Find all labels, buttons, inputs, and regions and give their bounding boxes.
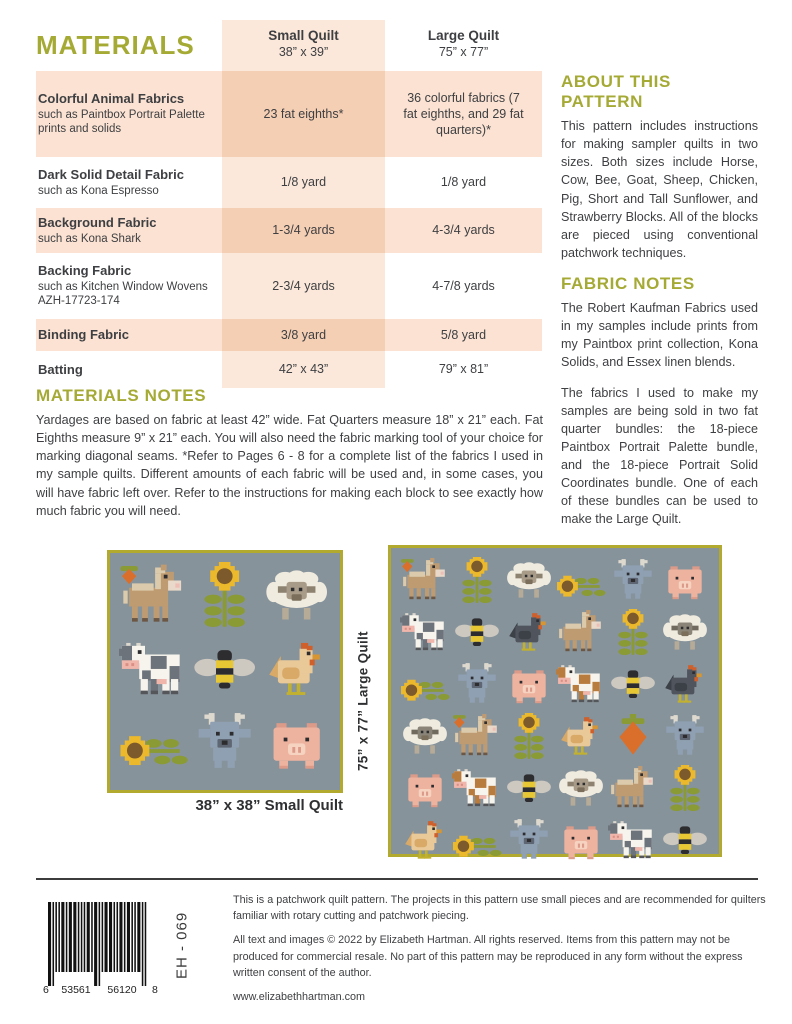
- materials-table-header: [36, 20, 542, 68]
- sunflower-tall-block: [504, 713, 554, 763]
- fabric-name: Background Fabric: [38, 214, 157, 230]
- materials-table-rows: [36, 71, 542, 385]
- about-pattern-title: ABOUT THIS PATTERN: [561, 72, 671, 111]
- bee-block: [190, 636, 259, 708]
- barcode-digits-group1: 53561: [61, 984, 91, 996]
- materials-notes-text: Yardages are based on fabric at least 42” wide. Fat Quarters measure 18” x 21” each. Fat Eighths measure 9” x 21” each. You will also need the fabric marking tool of your choice for marking diagonal seams. *Refer to Pages 6 - 8 for a complete list of the fabrics I used in my sample quilts. Different amounts of each fabric will be used and, in some cases, you will have fabric left over. Refer to the instructions for making each block to see exactly how much fabric you will need.: [36, 413, 543, 518]
- large-quilt-value: 4-3/4 yards: [385, 208, 542, 253]
- chicken-dark-block: [504, 609, 554, 659]
- barcode-digit-left: 6: [43, 984, 49, 996]
- horse-strawberry-block: [119, 562, 188, 634]
- materials-row: [36, 160, 542, 205]
- fabric-notes-title: FABRIC NOTES: [561, 274, 695, 293]
- chicken-block: [400, 817, 450, 867]
- fabric-subtext: such as Kona Shark: [38, 232, 141, 245]
- fabric-label-cell: [36, 256, 222, 316]
- fabric-notes-paragraph-1: The Robert Kaufman Fabrics used in my samples include prints from my Paintbox print collection, Kona Solids, and Essex linen blends.: [561, 301, 758, 370]
- footer-copyright: All text and images © 2022 by Elizabeth Hartman. All rights reserved. Items from this pattern may not be produced for commercial resale. No part of this pattern may be reproduced in any form without the express written consent of the author.: [233, 934, 743, 979]
- small-quilt-value: 1-3/4 yards: [222, 208, 385, 253]
- small-quilt-value: 23 fat eighths*: [222, 71, 385, 157]
- large-quilt-value: 5/8 yard: [385, 319, 542, 351]
- materials-table: [36, 20, 542, 388]
- pig-block: [400, 765, 450, 815]
- fabric-notes-paragraph-2: The fabrics I used to make my samples are being sold in two fat quarter bundles: the 18-piece Paintbox Portrait Palette bundle, and the 18-piece Portrait Solid Coordinates bundle. One of each of these bundles can be used to make the Large Quilt.: [561, 385, 758, 527]
- goat-block: [608, 557, 658, 607]
- large-quilt-size: 75” x 77”: [438, 44, 489, 59]
- sunflower-tall-block: [452, 557, 502, 607]
- sunflower-short-block: [119, 709, 188, 781]
- small-quilt-label: Small Quilt: [268, 27, 339, 43]
- small-quilt-value: 42” x 43”: [278, 362, 329, 377]
- sheep-gray-block: [400, 713, 450, 763]
- fabric-label-cell: [36, 71, 222, 157]
- horse-block: [608, 765, 658, 815]
- goat-block: [504, 817, 554, 867]
- footer-note: This is a patchwork quilt pattern. The projects in this pattern use small pieces and are recommended for quilters familiar with rotary cutting and patchwork piecing.: [233, 894, 766, 923]
- large-quilt-value: 4-7/8 yards: [432, 278, 495, 293]
- footer-text: [233, 892, 771, 1013]
- horse-block: [556, 609, 606, 659]
- sheep-block: [504, 557, 554, 607]
- sheep-block: [556, 765, 606, 815]
- materials-row: [36, 319, 542, 351]
- cow-brown-block: [556, 661, 606, 711]
- bee-block: [660, 817, 710, 867]
- fabric-name: Colorful Animal Fabrics: [38, 91, 185, 107]
- sunflower-tall-block: [190, 562, 259, 634]
- materials-row: [36, 71, 542, 157]
- fabric-name: Dark Solid Detail Fabric: [38, 167, 184, 182]
- cow-block: [608, 817, 658, 867]
- sheep-gray-block: [660, 609, 710, 659]
- materials-row: [36, 208, 542, 253]
- fabric-label-cell: [36, 354, 222, 385]
- sidebar: [561, 68, 758, 541]
- cow-block: [400, 609, 450, 659]
- fabric-subtext: such as Paintbox Portrait Palette prints and solids: [38, 108, 205, 136]
- large-quilt-value: 36 colorful fabrics (7 fat eighths, and 29 fat quarters)*: [385, 71, 542, 157]
- sheep-block: [262, 562, 331, 634]
- column-header-small-quilt: [222, 20, 385, 68]
- large-quilt-value: 1/8 yard: [440, 175, 487, 190]
- goat-block: [452, 661, 502, 711]
- sunflower-short-block: [556, 557, 606, 607]
- fabric-label-cell: [36, 160, 222, 205]
- pig-block: [504, 661, 554, 711]
- fabric-label-cell: [36, 208, 222, 253]
- small-quilt-image: [107, 550, 343, 793]
- horse-strawberry-block: [452, 713, 502, 763]
- strawberry-block: [608, 713, 658, 763]
- small-quilt-size: 38” x 39”: [278, 44, 329, 59]
- footer-divider: [36, 878, 758, 880]
- bee-block: [452, 609, 502, 659]
- goat-block: [660, 713, 710, 763]
- small-quilt-caption: 38” x 38” Small Quilt: [195, 797, 343, 814]
- large-quilt-label: Large Quilt: [427, 27, 500, 43]
- bee-block: [504, 765, 554, 815]
- upc-barcode: [40, 896, 180, 998]
- sunflower-short-block: [400, 661, 450, 711]
- materials-row: [36, 256, 542, 316]
- pig-block: [556, 817, 606, 867]
- materials-row: [36, 354, 542, 385]
- fabric-name: Binding Fabric: [38, 327, 129, 343]
- fabric-subtext: such as Kona Espresso: [38, 184, 159, 197]
- footer-website: www.elizabethhartman.com: [233, 990, 366, 1003]
- pig-block: [660, 557, 710, 607]
- item-code: EH - 069: [173, 911, 191, 979]
- small-quilt-value: 2-3/4 yards: [272, 278, 335, 293]
- large-quilt-value: 79” x 81”: [438, 362, 489, 377]
- materials-notes: [36, 386, 543, 520]
- fabric-name: Backing Fabric: [38, 263, 132, 279]
- sunflower-short-block: [452, 817, 502, 867]
- fabric-label-cell: [36, 319, 222, 351]
- small-quilt-value: 1/8 yard: [280, 175, 327, 190]
- materials-title: MATERIALS: [36, 30, 195, 60]
- goat-block: [190, 709, 259, 781]
- cow-brown-block: [452, 765, 502, 815]
- materials-notes-title: MATERIALS NOTES: [36, 386, 207, 405]
- large-quilt-caption: 75” x 77” Large Quilt: [355, 631, 371, 771]
- barcode-digit-right: 8: [152, 984, 158, 996]
- small-quilt-value: 3/8 yard: [222, 319, 385, 351]
- sunflower-tall-block: [660, 765, 710, 815]
- fabric-name: Batting: [38, 361, 83, 377]
- fabric-subtext: such as Kitchen Window Wovens AZH-17723-174: [38, 280, 208, 308]
- horse-strawberry-block: [400, 557, 450, 607]
- cow-block: [119, 636, 188, 708]
- about-pattern-text: This pattern includes instructions for making sampler quilts in two sizes. Both sizes include Horse, Cow, Bee, Goat, Sheep, Chicken, Pig, Short and Tall Sunflower, and Strawberry Blocks. All of the blocks are pieced using conventional patchwork techniques.: [561, 119, 758, 260]
- pig-block: [262, 709, 331, 781]
- bee-block: [608, 661, 658, 711]
- large-quilt-image: [388, 545, 722, 857]
- chicken-block: [556, 713, 606, 763]
- sunflower-tall-block: [608, 609, 658, 659]
- chicken-dark-block: [660, 661, 710, 711]
- column-header-large-quilt: [385, 20, 542, 68]
- barcode-digits-group2: 56120: [107, 984, 137, 996]
- chicken-block: [262, 636, 331, 708]
